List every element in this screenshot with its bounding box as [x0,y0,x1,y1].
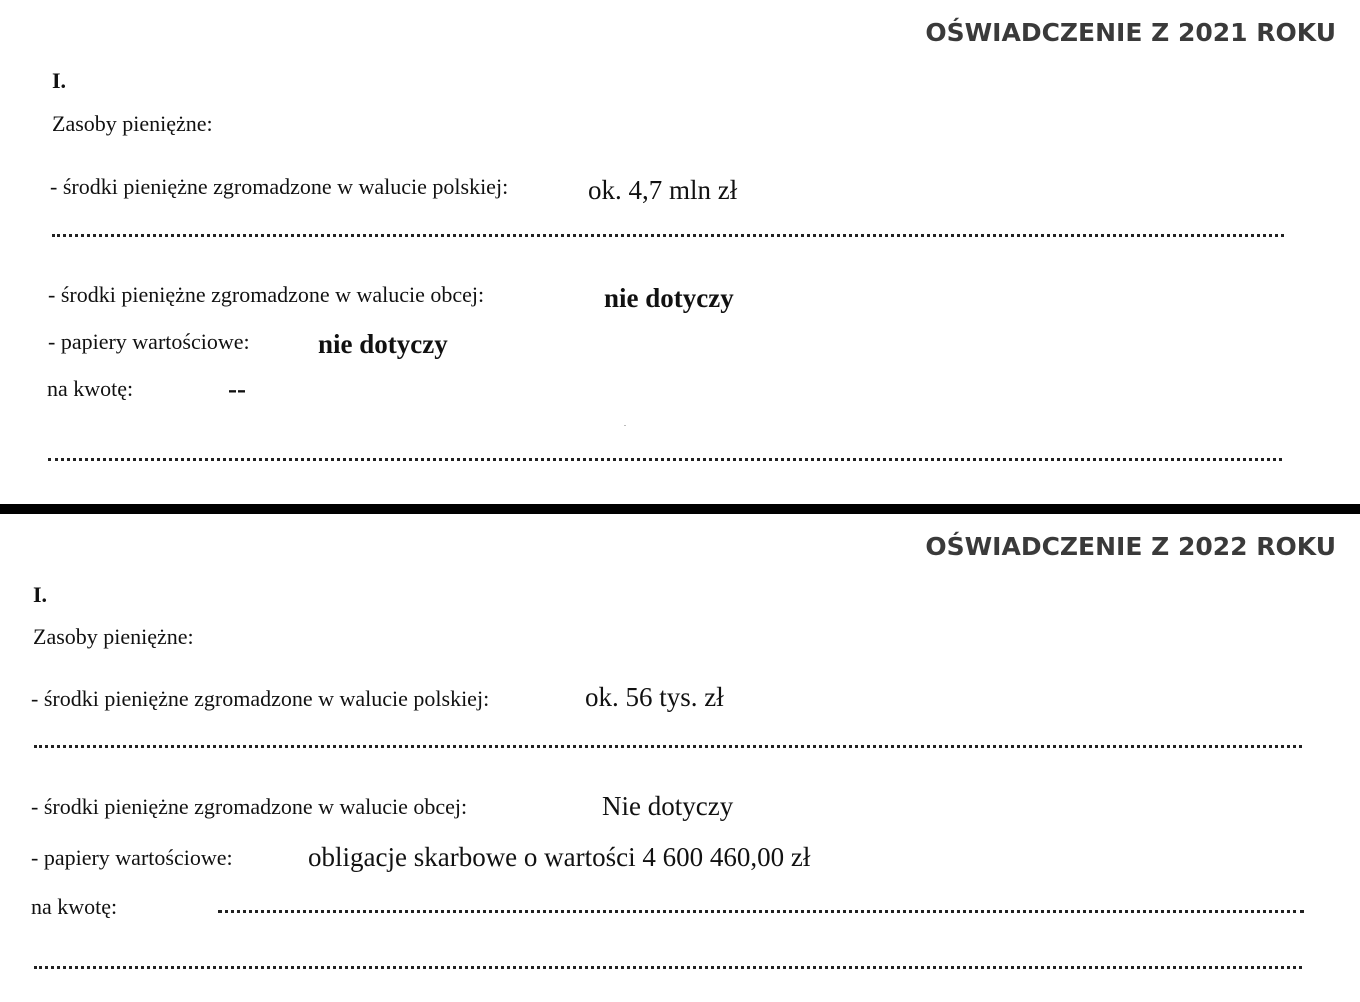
amount-value: -- [228,374,246,404]
section-heading: Zasoby pieniężne: [52,111,213,136]
pln-funds-label: - środki pieniężne zgromadzone w walucie polskiej: [31,686,490,711]
dotted-fill-line [34,745,1302,748]
amount-label: na kwotę: [47,376,134,401]
statement-2022-panel [0,514,1360,1002]
scan-speck [624,425,626,426]
amount-label: na kwotę: [31,894,118,919]
securities-label: - papiery wartościowe: [31,845,233,870]
pln-funds-value: ok. 56 tys. zł [585,682,724,712]
securities-value: obligacje skarbowe o wartości 4 600 460,00 zł [308,842,811,872]
section-divider [0,504,1360,514]
foreign-funds-label: - środki pieniężne zgromadzone w walucie obcej: [48,282,485,307]
section-heading: Zasoby pieniężne: [33,624,194,649]
foreign-funds-value: Nie dotyczy [602,791,734,821]
foreign-funds-label: - środki pieniężne zgromadzone w walucie obcej: [31,794,468,819]
dotted-fill-line [218,910,1304,913]
pln-funds-value: ok. 4,7 mln zł [588,175,738,205]
foreign-funds-value: nie dotyczy [604,283,734,313]
year-title-2021: OŚWIADCZENIE Z 2021 ROKU [925,18,1336,47]
year-title-2022: OŚWIADCZENIE Z 2022 ROKU [925,532,1336,561]
section-numeral: I. [33,582,48,607]
section-numeral: I. [52,68,67,93]
securities-value: nie dotyczy [318,329,448,359]
dotted-fill-line [52,234,1284,237]
dotted-fill-line [48,458,1282,461]
pln-funds-label: - środki pieniężne zgromadzone w walucie polskiej: [50,174,509,199]
dotted-fill-line [34,966,1302,969]
securities-label: - papiery wartościowe: [48,329,250,354]
